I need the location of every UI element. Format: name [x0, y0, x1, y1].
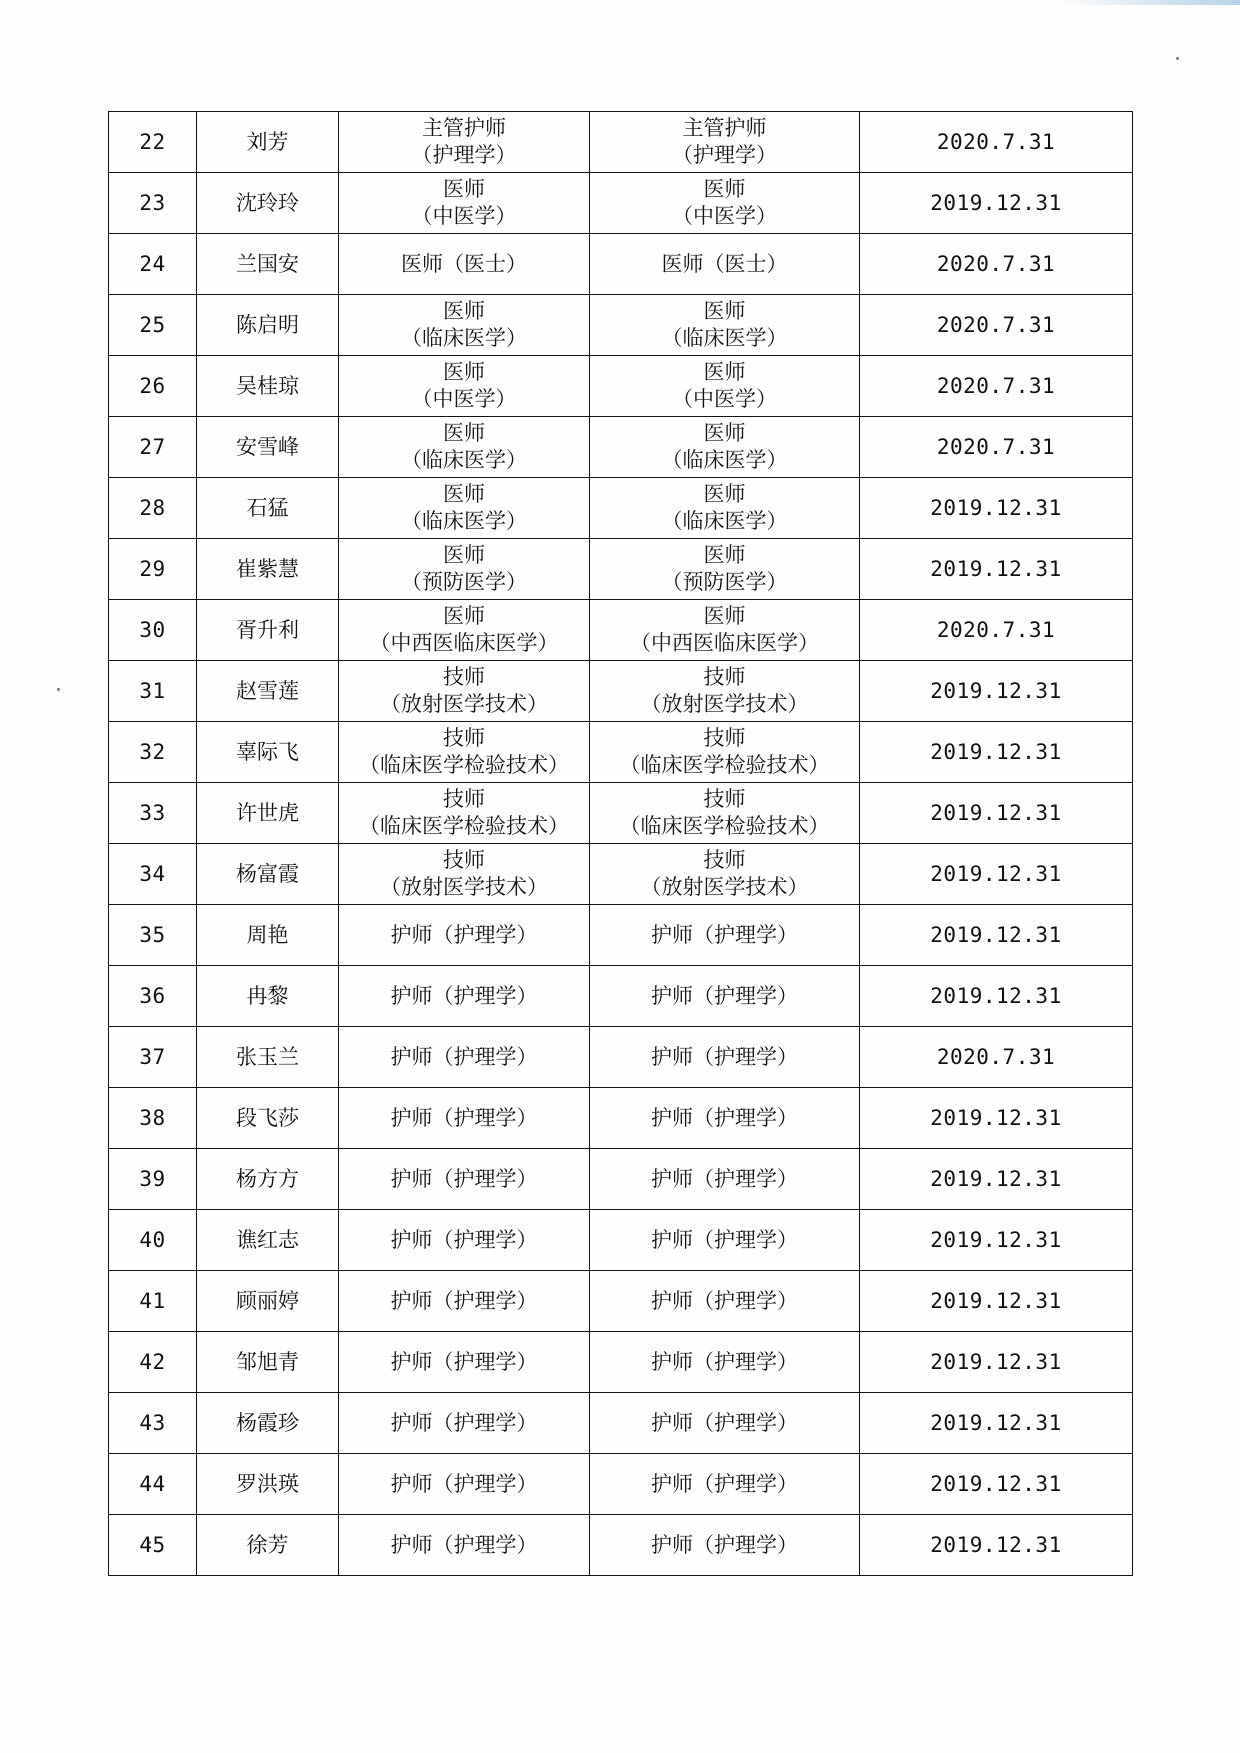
date-cell: 2020.7.31 [860, 356, 1133, 417]
name-cell: 沈玲玲 [197, 173, 339, 234]
qualification-cell [590, 1149, 860, 1210]
title-line: （中西医临床医学） [630, 631, 819, 655]
title-cell [339, 966, 590, 1027]
row-number-cell: 39 [109, 1149, 197, 1210]
date-cell: 2019.12.31 [860, 966, 1133, 1027]
title-line: 医师 [443, 543, 485, 567]
title-line: 护师（护理学） [651, 1044, 798, 1069]
title-cell [339, 661, 590, 722]
table-row [109, 1332, 1133, 1393]
row-number-cell: 26 [109, 356, 197, 417]
title-line: （临床医学） [401, 509, 527, 533]
title-line: （临床医学） [661, 509, 788, 533]
title-line: 护师（护理学） [390, 1288, 538, 1313]
table-row [109, 417, 1133, 478]
title-line: 护师（护理学） [651, 1166, 798, 1191]
qualification-cell [590, 783, 860, 844]
table-row [109, 295, 1133, 356]
scan-speck [1176, 57, 1179, 60]
table-row [109, 234, 1133, 295]
title-cell [339, 173, 590, 234]
date-cell: 2019.12.31 [860, 1332, 1133, 1393]
name-cell: 谯红志 [197, 1210, 339, 1271]
row-number-cell: 45 [109, 1515, 197, 1576]
date-cell: 2020.7.31 [860, 295, 1133, 356]
title-line: 护师（护理学） [390, 1105, 538, 1130]
title-line: 护师（护理学） [390, 1166, 538, 1191]
name-cell: 罗洪瑛 [197, 1454, 339, 1515]
title-line: 医师 [703, 421, 746, 445]
title-line: 医师 [703, 299, 746, 323]
title-line: 护师（护理学） [390, 983, 538, 1008]
qualification-cell [590, 966, 860, 1027]
date-cell: 2019.12.31 [860, 1210, 1133, 1271]
row-number-cell: 23 [109, 173, 197, 234]
name-cell: 安雪峰 [197, 417, 339, 478]
title-cell [339, 356, 590, 417]
title-line: （临床医学检验技术） [619, 814, 830, 838]
date-cell: 2019.12.31 [860, 1088, 1133, 1149]
title-cell [339, 1271, 590, 1332]
title-line: 护师（护理学） [390, 1471, 538, 1496]
title-line: （护理学） [411, 143, 517, 167]
row-number-cell: 28 [109, 478, 197, 539]
table-row [109, 844, 1133, 905]
name-cell: 石猛 [197, 478, 339, 539]
title-line: 护师（护理学） [651, 1471, 798, 1496]
row-number-cell: 43 [109, 1393, 197, 1454]
qualification-cell [590, 1393, 860, 1454]
title-line: 主管护师 [422, 116, 506, 140]
name-cell: 辜际飞 [197, 722, 339, 783]
date-cell: 2019.12.31 [860, 661, 1133, 722]
title-cell [339, 1454, 590, 1515]
title-line: 主管护师 [682, 116, 767, 140]
title-cell [339, 295, 590, 356]
date-cell: 2020.7.31 [860, 1027, 1133, 1088]
qualification-cell [590, 1271, 860, 1332]
title-line: （临床医学检验技术） [359, 753, 569, 777]
title-line: 护师（护理学） [390, 1044, 538, 1069]
table-row [109, 1149, 1133, 1210]
title-line: 护师（护理学） [651, 1349, 798, 1374]
table-row [109, 966, 1133, 1027]
table-row [109, 1027, 1133, 1088]
name-cell: 杨霞珍 [197, 1393, 339, 1454]
date-cell: 2019.12.31 [860, 1393, 1133, 1454]
title-line: 技师 [443, 665, 485, 689]
title-cell [339, 783, 590, 844]
row-number-cell: 29 [109, 539, 197, 600]
table-row [109, 905, 1133, 966]
name-cell: 顾丽婷 [197, 1271, 339, 1332]
title-cell [339, 905, 590, 966]
row-number-cell: 42 [109, 1332, 197, 1393]
date-cell: 2019.12.31 [860, 783, 1133, 844]
name-cell: 许世虎 [197, 783, 339, 844]
title-cell [339, 1515, 590, 1576]
row-number-cell: 41 [109, 1271, 197, 1332]
table-row [109, 1454, 1133, 1515]
table-row [109, 1088, 1133, 1149]
title-line: （临床医学检验技术） [619, 753, 830, 777]
title-line: 医师 [443, 482, 485, 506]
title-line: 医师（医士） [661, 251, 788, 276]
qualification-cell [590, 905, 860, 966]
qualification-cell [590, 1454, 860, 1515]
title-line: 护师（护理学） [390, 1532, 538, 1557]
table-row [109, 1271, 1133, 1332]
title-line: 护师（护理学） [651, 1410, 798, 1435]
qualification-cell [590, 1088, 860, 1149]
date-cell: 2020.7.31 [860, 234, 1133, 295]
title-line: 医师 [703, 604, 746, 628]
table-row [109, 1393, 1133, 1454]
name-cell: 周艳 [197, 905, 339, 966]
title-line: 技师 [443, 848, 485, 872]
name-cell: 赵雪莲 [197, 661, 339, 722]
scan-edge-mark [1060, 0, 1240, 5]
title-line: （护理学） [672, 143, 777, 167]
table-row [109, 112, 1133, 173]
title-line: 护师（护理学） [651, 1105, 798, 1130]
row-number-cell: 38 [109, 1088, 197, 1149]
title-line: 护师（护理学） [651, 983, 798, 1008]
date-cell: 2019.12.31 [860, 1149, 1133, 1210]
name-cell: 崔紫慧 [197, 539, 339, 600]
row-number-cell: 34 [109, 844, 197, 905]
table-row [109, 539, 1133, 600]
title-line: （临床医学检验技术） [359, 814, 569, 838]
title-line: 医师 [443, 177, 485, 201]
table-row [109, 600, 1133, 661]
title-line: 护师（护理学） [651, 1288, 798, 1313]
title-line: 技师 [703, 848, 746, 872]
date-cell: 2019.12.31 [860, 1454, 1133, 1515]
title-cell [339, 417, 590, 478]
qualification-cell [590, 478, 860, 539]
title-cell [339, 600, 590, 661]
qualification-cell [590, 295, 860, 356]
roster-table [108, 111, 1133, 1576]
row-number-cell: 35 [109, 905, 197, 966]
date-cell: 2020.7.31 [860, 600, 1133, 661]
date-cell: 2019.12.31 [860, 539, 1133, 600]
roster-table-body [109, 112, 1133, 1576]
name-cell: 徐芳 [197, 1515, 339, 1576]
title-line: （临床医学） [401, 326, 527, 350]
date-cell: 2019.12.31 [860, 1271, 1133, 1332]
row-number-cell: 44 [109, 1454, 197, 1515]
row-number-cell: 33 [109, 783, 197, 844]
qualification-cell [590, 1332, 860, 1393]
title-line: 医师 [443, 360, 485, 384]
qualification-cell [590, 539, 860, 600]
name-cell: 冉黎 [197, 966, 339, 1027]
title-line: 护师（护理学） [390, 922, 538, 947]
title-line: （中医学） [672, 204, 777, 228]
table-row [109, 1210, 1133, 1271]
title-cell [339, 234, 590, 295]
title-cell [339, 1210, 590, 1271]
title-line: 护师（护理学） [390, 1410, 538, 1435]
title-cell [339, 478, 590, 539]
title-line: （放射医学技术） [380, 875, 548, 899]
name-cell: 刘芳 [197, 112, 339, 173]
qualification-cell [590, 1515, 860, 1576]
title-line: （临床医学） [661, 448, 788, 472]
title-cell [339, 722, 590, 783]
name-cell: 陈启明 [197, 295, 339, 356]
row-number-cell: 32 [109, 722, 197, 783]
title-line: 护师（护理学） [651, 922, 798, 947]
table-row [109, 661, 1133, 722]
table-row [109, 478, 1133, 539]
date-cell: 2019.12.31 [860, 722, 1133, 783]
title-line: 护师（护理学） [390, 1349, 538, 1374]
table-row [109, 783, 1133, 844]
name-cell: 段飞莎 [197, 1088, 339, 1149]
title-line: （中医学） [672, 387, 777, 411]
title-cell [339, 1332, 590, 1393]
title-line: 医师（医士） [401, 251, 527, 276]
row-number-cell: 31 [109, 661, 197, 722]
title-line: 医师 [443, 299, 485, 323]
row-number-cell: 24 [109, 234, 197, 295]
title-cell [339, 1027, 590, 1088]
qualification-cell [590, 356, 860, 417]
title-line: 医师 [443, 421, 485, 445]
name-cell: 胥升利 [197, 600, 339, 661]
qualification-cell [590, 173, 860, 234]
title-cell [339, 112, 590, 173]
title-line: 技师 [703, 665, 746, 689]
date-cell: 2019.12.31 [860, 844, 1133, 905]
title-line: 护师（护理学） [651, 1532, 798, 1557]
name-cell: 张玉兰 [197, 1027, 339, 1088]
title-line: 技师 [703, 726, 746, 750]
title-cell [339, 844, 590, 905]
title-line: （临床医学） [661, 326, 788, 350]
qualification-cell [590, 844, 860, 905]
title-line: 技师 [703, 787, 746, 811]
title-line: 技师 [443, 787, 485, 811]
row-number-cell: 22 [109, 112, 197, 173]
row-number-cell: 40 [109, 1210, 197, 1271]
title-line: 护师（护理学） [651, 1227, 798, 1252]
title-line: （中西医临床医学） [369, 631, 559, 655]
table-row [109, 1515, 1133, 1576]
date-cell: 2019.12.31 [860, 1515, 1133, 1576]
qualification-cell [590, 600, 860, 661]
date-cell: 2019.12.31 [860, 905, 1133, 966]
name-cell: 杨富霞 [197, 844, 339, 905]
name-cell: 邹旭青 [197, 1332, 339, 1393]
row-number-cell: 30 [109, 600, 197, 661]
qualification-cell [590, 417, 860, 478]
title-line: 医师 [703, 543, 746, 567]
title-cell [339, 1393, 590, 1454]
title-line: （临床医学） [401, 448, 527, 472]
title-cell [339, 1088, 590, 1149]
name-cell: 吴桂琼 [197, 356, 339, 417]
title-line: （预防医学） [661, 570, 788, 594]
name-cell: 杨方方 [197, 1149, 339, 1210]
title-line: （放射医学技术） [380, 692, 548, 716]
qualification-cell [590, 661, 860, 722]
title-line: （中医学） [411, 387, 517, 411]
title-line: （中医学） [411, 204, 517, 228]
title-line: （放射医学技术） [640, 692, 809, 716]
date-cell: 2020.7.31 [860, 417, 1133, 478]
title-line: 技师 [443, 726, 485, 750]
date-cell: 2019.12.31 [860, 478, 1133, 539]
name-cell: 兰国安 [197, 234, 339, 295]
row-number-cell: 37 [109, 1027, 197, 1088]
date-cell: 2019.12.31 [860, 173, 1133, 234]
date-cell: 2020.7.31 [860, 112, 1133, 173]
row-number-cell: 36 [109, 966, 197, 1027]
table-row [109, 722, 1133, 783]
row-number-cell: 27 [109, 417, 197, 478]
title-cell [339, 1149, 590, 1210]
title-cell [339, 539, 590, 600]
title-line: （预防医学） [401, 570, 527, 594]
title-line: 医师 [703, 177, 746, 201]
qualification-cell [590, 722, 860, 783]
title-line: 医师 [703, 360, 746, 384]
title-line: （放射医学技术） [640, 875, 809, 899]
scan-speck [57, 688, 60, 691]
table-row [109, 173, 1133, 234]
qualification-cell [590, 112, 860, 173]
title-line: 医师 [443, 604, 485, 628]
table-row [109, 356, 1133, 417]
row-number-cell: 25 [109, 295, 197, 356]
title-line: 医师 [703, 482, 746, 506]
title-line: 护师（护理学） [390, 1227, 538, 1252]
qualification-cell [590, 1210, 860, 1271]
qualification-cell [590, 1027, 860, 1088]
qualification-cell [590, 234, 860, 295]
